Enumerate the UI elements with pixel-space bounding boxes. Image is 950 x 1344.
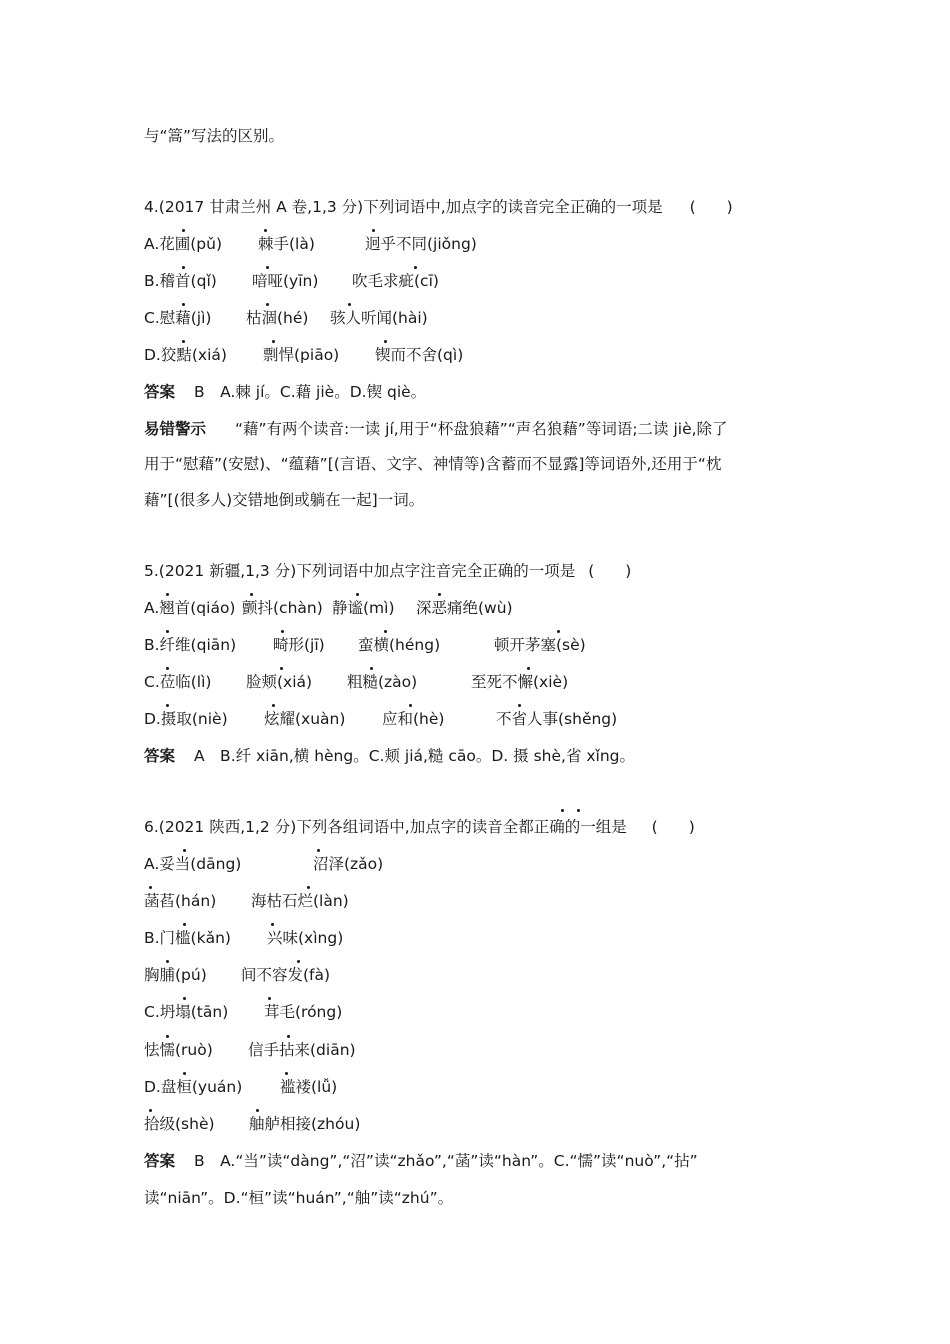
emphasis-dot xyxy=(166,630,169,633)
q6-line-1 xyxy=(144,854,844,874)
q6-l4-1: 胸脯(pú) xyxy=(144,966,207,984)
emphasis-dot xyxy=(561,809,564,812)
q6-l6-2: 信手拈来(diān) xyxy=(248,1041,356,1059)
q6-line-5 xyxy=(144,1002,844,1022)
emphasis-dot xyxy=(287,1035,290,1038)
q4-answer-text: B A.棘 jí。C.藉 jiè。D.锲 qiè。 xyxy=(193,383,427,401)
q5-bracket: ( ) xyxy=(588,562,632,580)
q6-l3-2: 兴味(xìng) xyxy=(267,929,344,947)
q4-d-3: 锲而不舍(qì) xyxy=(375,346,464,364)
q6-l8-2: 舳舻相接(zhóu) xyxy=(249,1115,361,1133)
emphasis-dot xyxy=(182,340,185,343)
emphasis-dot xyxy=(166,667,169,670)
emphasis-dot xyxy=(166,704,169,707)
q6-l1-2: 沼泽(zǎo) xyxy=(313,855,384,873)
q6-l7-1: D.盘桓(yuán) xyxy=(144,1078,243,1096)
emphasis-dot xyxy=(518,704,521,707)
q5-a-4: 深恶痛绝(wù) xyxy=(416,599,513,617)
q5-d-4: 不省人事(shěng) xyxy=(496,710,618,728)
q5-b-4: 顿开茅塞(sè) xyxy=(494,636,586,654)
emphasis-dot xyxy=(348,303,351,306)
emphasis-dot xyxy=(266,266,269,269)
q5-option-a xyxy=(144,598,844,618)
q6-l5-2: 茸毛(róng) xyxy=(264,1003,343,1021)
emphasis-dot xyxy=(414,266,417,269)
q6-line-6 xyxy=(144,1040,844,1060)
q4-d-1: D.狡黠(xiá) xyxy=(144,346,227,364)
emphasis-dot xyxy=(356,593,359,596)
q4-stem-text: 4.(2017 甘肃兰州 A 卷,1,3 分)下列词语中,加点字的读音完全正确的一项是 xyxy=(144,198,663,216)
q4-c-3: 骇人听闻(hài) xyxy=(330,309,428,327)
emphasis-dot xyxy=(409,704,412,707)
emphasis-dot xyxy=(182,229,185,232)
emphasis-dot xyxy=(384,630,387,633)
q4-option-c xyxy=(144,308,844,328)
q5-a-1: A.翘首(qiáo) xyxy=(144,599,236,617)
q4-answer-label: 答案 xyxy=(144,383,176,401)
q6-l4-2: 间不容发(fà) xyxy=(241,966,331,984)
q5-option-c xyxy=(144,672,844,692)
q4-warning-text-2: 用于“慰藉”(安慰)、“蕴藉”[(言语、文字、神情等)含蓄而不显露]等词语外,还用于“枕 xyxy=(144,455,722,473)
emphasis-dot xyxy=(297,960,300,963)
emphasis-dot xyxy=(183,1072,186,1075)
q4-a-3: 迥乎不同(jiǒng) xyxy=(365,235,477,253)
emphasis-dot xyxy=(182,266,185,269)
emphasis-dot xyxy=(166,960,169,963)
q5-b-1: B.纤维(qiān) xyxy=(144,636,237,654)
q6-answer xyxy=(144,1151,698,1171)
q4-option-d xyxy=(144,345,844,365)
emphasis-dot xyxy=(307,886,310,889)
q6-l8-1: 拾级(shè) xyxy=(144,1115,215,1133)
q6-bracket: ( ) xyxy=(651,818,695,836)
emphasis-dot xyxy=(372,229,375,232)
q6-line-2 xyxy=(144,891,844,911)
q4-a-2: 棘手(là) xyxy=(258,235,315,253)
emphasis-dot xyxy=(272,340,275,343)
q4-c-1: C.慰藉(jì) xyxy=(144,309,212,327)
q6-stem xyxy=(144,817,695,837)
emphasis-dot xyxy=(183,849,186,852)
emphasis-dot xyxy=(285,1072,288,1075)
q6-line-7 xyxy=(144,1077,844,1097)
q6-l7-2: 褴褛(lǚ) xyxy=(280,1078,338,1096)
q5-d-1: D.摄取(niè) xyxy=(144,710,228,728)
emphasis-dot xyxy=(384,340,387,343)
emphasis-dot xyxy=(266,303,269,306)
q4-warning-text-3: 藉”[(很多人)交错地倒或躺在一起]一词。 xyxy=(144,491,425,509)
q6-answer-text-2: 读“niān”。D.“桓”读“huán”,“舳”读“zhú”。 xyxy=(144,1189,454,1207)
q6-stem-text: 6.(2021 陕西,1,2 分)下列各组词语中,加点字的读音全都正确的一组是 xyxy=(144,818,627,836)
q4-b-2: 喑哑(yīn) xyxy=(252,272,319,290)
q5-a-2: 颤抖(chàn) xyxy=(242,599,323,617)
q4-b-1: B.稽首(qǐ) xyxy=(144,272,217,290)
q6-line-8 xyxy=(144,1114,844,1134)
q5-c-4: 至死不懈(xiè) xyxy=(471,673,569,691)
emphasis-dot xyxy=(149,886,152,889)
q4-d-2: 剽悍(piāo) xyxy=(263,346,340,364)
q4-option-a xyxy=(144,234,844,254)
q4-c-2: 枯涸(hé) xyxy=(246,309,309,327)
emphasis-dot xyxy=(281,630,284,633)
q5-d-3: 应和(hè) xyxy=(382,710,445,728)
q5-d-2: 炫耀(xuàn) xyxy=(264,710,346,728)
q4-warning-label: 易错警示 xyxy=(144,420,207,438)
q5-c-2: 脸颊(xiá) xyxy=(246,673,313,691)
q6-l6-1: 怯懦(ruò) xyxy=(144,1041,213,1059)
emphasis-dot xyxy=(271,923,274,926)
emphasis-dot xyxy=(183,923,186,926)
q6-line-3 xyxy=(144,928,844,948)
q5-answer-label: 答案 xyxy=(144,747,176,765)
q5-b-3: 蛮横(héng) xyxy=(358,636,441,654)
q6-l1-1: A.妥当(dāng) xyxy=(144,855,242,873)
emphasis-dot xyxy=(370,667,373,670)
intro-text: 与“篙”写法的区别。 xyxy=(144,127,285,145)
q4-option-b xyxy=(144,271,844,291)
emphasis-dot xyxy=(317,849,320,852)
q5-answer xyxy=(144,746,635,766)
q4-answer xyxy=(144,382,426,402)
emphasis-dot xyxy=(557,630,560,633)
emphasis-dot xyxy=(577,809,580,812)
q6-l5-1: C.坍塌(tān) xyxy=(144,1003,229,1021)
emphasis-dot xyxy=(250,593,253,596)
emphasis-dot xyxy=(256,1109,259,1112)
emphasis-dot xyxy=(268,997,271,1000)
q5-stem-text: 5.(2021 新疆,1,3 分)下列词语中加点字注音完全正确的一项是 xyxy=(144,562,576,580)
q5-stem xyxy=(144,561,631,581)
q4-bracket: ( ) xyxy=(689,198,733,216)
emphasis-dot xyxy=(264,229,267,232)
emphasis-dot xyxy=(527,667,530,670)
q4-b-3: 吹毛求疵(cī) xyxy=(352,272,439,290)
q5-c-1: C.莅临(lì) xyxy=(144,673,212,691)
q6-l2-2: 海枯石烂(làn) xyxy=(251,892,349,910)
q6-l3-1: B.门槛(kǎn) xyxy=(144,929,231,947)
q4-warning-line-1 xyxy=(144,419,728,439)
q5-a-3: 静谧(mì) xyxy=(332,599,395,617)
q6-l2-1: 菡萏(hán) xyxy=(144,892,217,910)
q5-b-2: 畸形(jī) xyxy=(273,636,325,654)
q5-option-b xyxy=(144,635,844,655)
emphasis-dot xyxy=(272,704,275,707)
emphasis-dot xyxy=(149,1109,152,1112)
q4-warning-text-1: “藉”有两个读音:一读 jí,用于“杯盘狼藉”“声名狼藉”等词语;二读 jiè,除了 xyxy=(234,420,728,438)
emphasis-dot xyxy=(183,997,186,1000)
q4-a-1: A.花圃(pǔ) xyxy=(144,235,223,253)
q6-answer-text-1: B A.“当”读“dàng”,“沼”读“zhǎo”,“菡”读“hàn”。C.“懦”读“nuò”,“拈” xyxy=(193,1152,698,1170)
q4-stem xyxy=(144,197,733,217)
emphasis-dot xyxy=(166,1035,169,1038)
q5-c-3: 粗糙(zào) xyxy=(347,673,418,691)
emphasis-dot xyxy=(438,593,441,596)
emphasis-dot xyxy=(280,667,283,670)
emphasis-dot xyxy=(166,593,169,596)
q5-answer-text: A B.纤 xiān,横 hèng。C.颊 jiá,糙 cāo。D. 摄 shè,省 xǐng。 xyxy=(193,747,636,765)
q5-option-d xyxy=(144,709,844,729)
q6-line-4 xyxy=(144,965,844,985)
emphasis-dot xyxy=(182,303,185,306)
q6-answer-label: 答案 xyxy=(144,1152,176,1170)
